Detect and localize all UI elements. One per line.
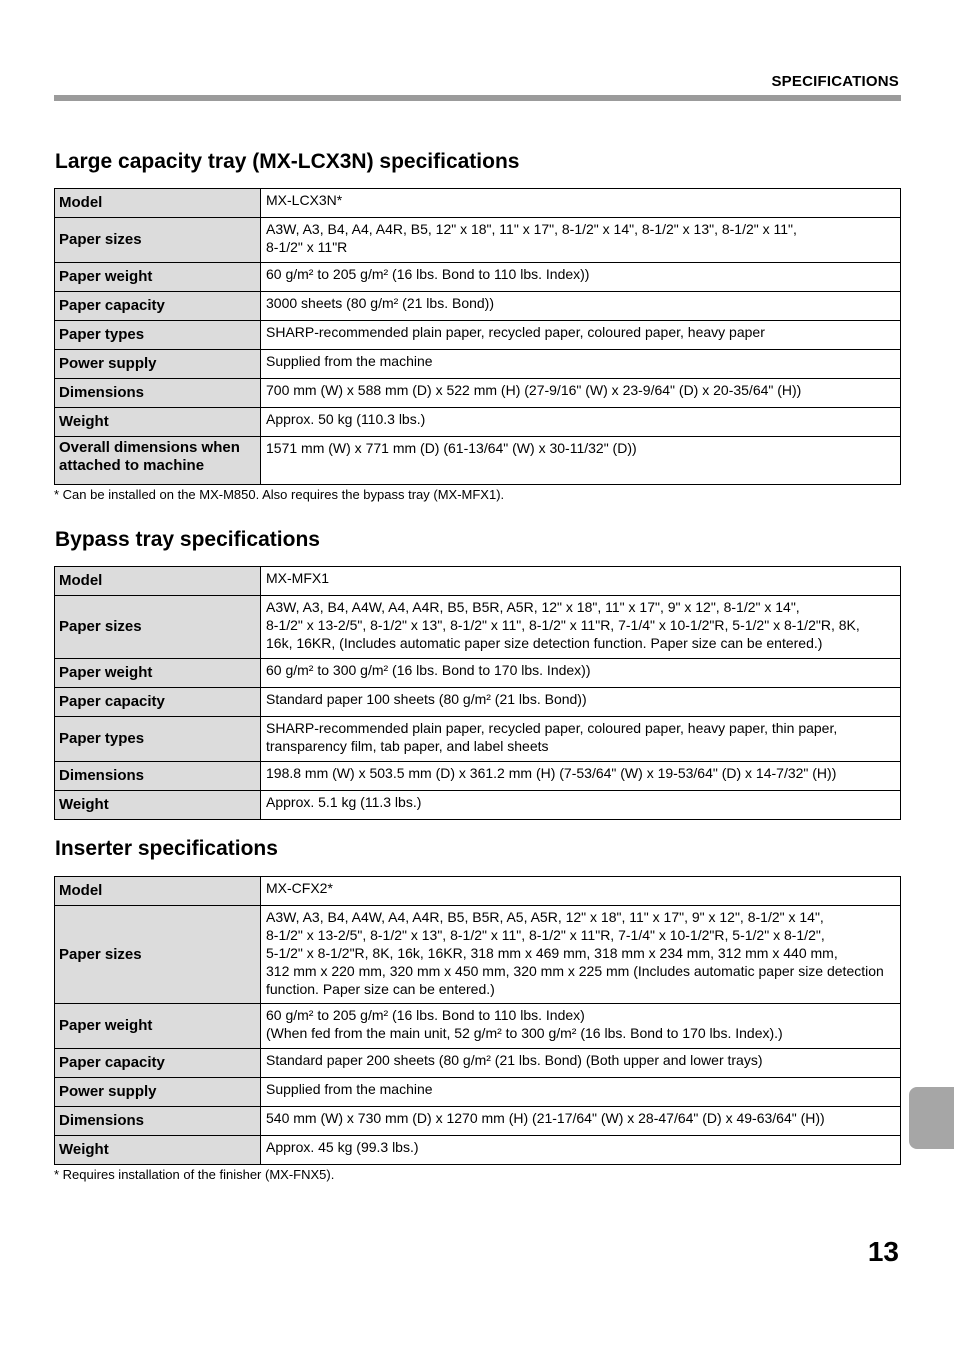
- section-title-inserter: Inserter specifications: [55, 837, 278, 860]
- spec-value: Approx. 5.1 kg (11.3 lbs.): [261, 791, 901, 820]
- spec-value: SHARP-recommended plain paper, recycled paper, coloured paper, heavy paper: [261, 321, 901, 350]
- table-row: [55, 1049, 901, 1078]
- spec-key: Weight: [55, 408, 261, 437]
- spec-key: Dimensions: [55, 1107, 261, 1136]
- table-row: [55, 877, 901, 906]
- spec-key: Model: [55, 567, 261, 596]
- spec-key: Weight: [55, 1136, 261, 1165]
- section-title-large-capacity-tray: Large capacity tray (MX-LCX3N) specifications: [55, 150, 520, 173]
- spec-value: 3000 sheets (80 g/m² (21 lbs. Bond)): [261, 292, 901, 321]
- spec-key: Paper sizes: [55, 218, 261, 263]
- table-row: [55, 379, 901, 408]
- spec-key: Paper weight: [55, 1004, 261, 1049]
- spec-value: 60 g/m² to 300 g/m² (16 lbs. Bond to 170 lbs. Index)): [261, 659, 901, 688]
- header-rule: [54, 95, 901, 101]
- table-row: [55, 1078, 901, 1107]
- page-number: 13: [867, 1236, 899, 1267]
- spec-table-large-capacity-tray: [54, 188, 901, 485]
- table-row: [55, 350, 901, 379]
- table-row: [55, 717, 901, 762]
- table-row: [55, 596, 901, 659]
- spec-value: 700 mm (W) x 588 mm (D) x 522 mm (H) (27-9/16" (W) x 23-9/64" (D) x 20-35/64" (H)): [261, 379, 901, 408]
- table-row: [55, 567, 901, 596]
- spec-value: Approx. 50 kg (110.3 lbs.): [261, 408, 901, 437]
- table-row: [55, 906, 901, 1004]
- table-row: [55, 659, 901, 688]
- spec-key: Paper capacity: [55, 1049, 261, 1078]
- spec-key: Weight: [55, 791, 261, 820]
- spec-table-bypass-tray: [54, 566, 901, 820]
- spec-key: Paper sizes: [55, 596, 261, 659]
- spec-key: Overall dimensions when attached to machine: [55, 437, 261, 485]
- table-row: [55, 437, 901, 485]
- spec-key: Paper types: [55, 321, 261, 350]
- spec-key: Power supply: [55, 1078, 261, 1107]
- table-row: [55, 189, 901, 218]
- table-row: [55, 321, 901, 350]
- spec-value: 198.8 mm (W) x 503.5 mm (D) x 361.2 mm (H) (7-53/64" (W) x 19-53/64" (D) x 14-7/32" (H)): [261, 762, 901, 791]
- spec-value: Approx. 45 kg (99.3 lbs.): [261, 1136, 901, 1165]
- table-row: [55, 263, 901, 292]
- spec-key: Paper capacity: [55, 688, 261, 717]
- table-row: [55, 791, 901, 820]
- spec-key: Model: [55, 189, 261, 218]
- spec-value: MX-LCX3N*: [261, 189, 901, 218]
- table-row: [55, 1004, 901, 1049]
- spec-value: 1571 mm (W) x 771 mm (D) (61-13/64" (W) x 30-11/32" (D)): [261, 437, 901, 485]
- spec-value: Standard paper 200 sheets (80 g/m² (21 lbs. Bond) (Both upper and lower trays): [261, 1049, 901, 1078]
- table-row: [55, 1107, 901, 1136]
- spec-value: Standard paper 100 sheets (80 g/m² (21 lbs. Bond)): [261, 688, 901, 717]
- running-header: SPECIFICATIONS: [771, 73, 899, 90]
- footnote-large-capacity-tray: * Can be installed on the MX-M850. Also requires the bypass tray (MX-MFX1).: [54, 487, 505, 502]
- spec-value: Supplied from the machine: [261, 350, 901, 379]
- spec-key: Paper types: [55, 717, 261, 762]
- table-row: [55, 688, 901, 717]
- table-row: [55, 218, 901, 263]
- spec-value: MX-MFX1: [261, 567, 901, 596]
- table-row: [55, 1136, 901, 1165]
- table-row: [55, 408, 901, 437]
- spec-value: SHARP-recommended plain paper, recycled paper, coloured paper, heavy paper, thin paper, transparency film, tab paper, and label sheets: [261, 717, 901, 762]
- spec-value: 60 g/m² to 205 g/m² (16 lbs. Bond to 110 lbs. Index)): [261, 263, 901, 292]
- spec-value: Supplied from the machine: [261, 1078, 901, 1107]
- spec-value: 540 mm (W) x 730 mm (D) x 1270 mm (H) (21-17/64" (W) x 28-47/64" (D) x 49-63/64" (H)): [261, 1107, 901, 1136]
- table-row: [55, 762, 901, 791]
- spec-key: Dimensions: [55, 379, 261, 408]
- spec-key: Model: [55, 877, 261, 906]
- footnote-inserter: * Requires installation of the finisher (MX-FNX5).: [54, 1167, 335, 1182]
- spec-value: 60 g/m² to 205 g/m² (16 lbs. Bond to 110 lbs. Index) (When fed from the main unit, 52 g/m² to 300 g/m² (16 lbs. Bond to 170 lbs. Index).): [261, 1004, 901, 1049]
- spec-key: Dimensions: [55, 762, 261, 791]
- spec-key: Paper weight: [55, 263, 261, 292]
- section-title-bypass-tray: Bypass tray specifications: [55, 528, 320, 551]
- spec-table-inserter: [54, 876, 901, 1165]
- spec-value: A3W, A3, B4, A4, A4R, B5, 12" x 18", 11" x 17", 8-1/2" x 14", 8-1/2" x 13", 8-1/2" x 11", 8-1/2" x 11"R: [261, 218, 901, 263]
- spec-key: Paper weight: [55, 659, 261, 688]
- spec-value: MX-CFX2*: [261, 877, 901, 906]
- spec-key: Power supply: [55, 350, 261, 379]
- chapter-tab: [909, 1087, 954, 1149]
- spec-key: Paper capacity: [55, 292, 261, 321]
- table-row: [55, 292, 901, 321]
- spec-value: A3W, A3, B4, A4W, A4, A4R, B5, B5R, A5R, 12" x 18", 11" x 17", 9" x 12", 8-1/2" x 14", 8-1/2" x 13-2/5", 8-1/2" x 13", 8-1/2" x 11", 8-1/2" x 11"R, 7-1/4" x 10-1/2"R, 5-1/2" x 8-1/2"R, 8K, 16k, 16KR, (Includes automatic paper size detection function. Paper size can be entered.): [261, 596, 901, 659]
- spec-key: Paper sizes: [55, 906, 261, 1004]
- spec-value: A3W, A3, B4, A4W, A4, A4R, B5, B5R, A5, A5R, 12" x 18", 11" x 17", 9" x 12", 8-1/2" x 14", 8-1/2" x 13-2/5", 8-1/2" x 13", 8-1/2" x 11", 8-1/2" x 11"R, 7-1/4" x 10-1/2"R, 5-1/2" x 8-1/2", 5-1/2" x 8-1/2"R, 8K, 16k, 16KR, 318 mm x 469 mm, 318 mm x 234 mm, 312 mm x 440 mm, 312 mm x 220 mm, 320 mm x 450 mm, 320 mm x 225 mm (Includes automatic paper size detection function. Paper size can be entered.): [261, 906, 901, 1004]
